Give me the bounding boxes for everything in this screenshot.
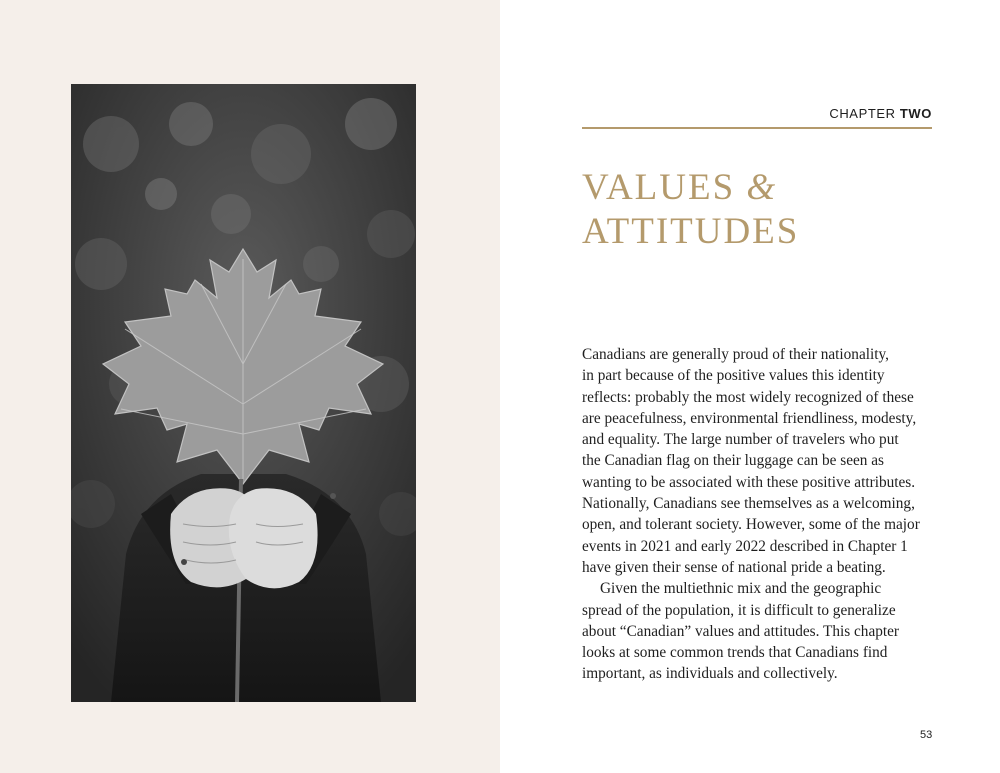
- chapter-title: [582, 166, 942, 254]
- text-line: reflects: probably the most widely recognized of these: [582, 388, 914, 406]
- text-line: wanting to be associated with these positive attributes.: [582, 473, 916, 491]
- text-line: important, as individuals and collectively.: [582, 665, 838, 683]
- title-line-2: ATTITUDES: [582, 211, 800, 252]
- right-page: [500, 0, 1000, 773]
- text-line: events in 2021 and early 2022 described in Chapter 1: [582, 537, 908, 555]
- text-line: about “Canadian” values and attitudes. This chapter: [582, 622, 900, 640]
- title-ampersand: &: [746, 167, 776, 208]
- text-line: are peacefulness, environmental friendliness, modesty,: [582, 409, 917, 427]
- text-line: the Canadian flag on their luggage can be seen as: [582, 452, 884, 470]
- paragraph-2: [582, 578, 942, 684]
- text-line: have given their sense of national pride a beating.: [582, 558, 886, 576]
- text-line: Given the multiethnic mix and the geographic: [600, 580, 882, 598]
- text-line: open, and tolerant society. However, some of the major: [582, 516, 920, 534]
- chapter-word: CHAPTER: [829, 106, 896, 121]
- text-line: Canadians are generally proud of their nationality,: [582, 346, 889, 363]
- paragraph-1: [582, 344, 942, 578]
- text-line: and equality. The large number of travelers who put: [582, 431, 899, 449]
- chapter-number: TWO: [899, 106, 932, 121]
- text-line: looks at some common trends that Canadians find: [582, 644, 888, 662]
- page-number: 53: [920, 729, 933, 741]
- text-line: in part because of the positive values this identity: [582, 367, 885, 385]
- maple-leaf-photo: [71, 84, 416, 702]
- chapter-label: [582, 106, 932, 121]
- body-text: [582, 344, 942, 685]
- title-line-1: VALUES &: [582, 167, 776, 208]
- text-line: Nationally, Canadians see themselves as a welcoming,: [582, 495, 915, 513]
- text-line: spread of the population, it is difficult to generalize: [582, 601, 896, 619]
- chapter-rule: [582, 127, 932, 129]
